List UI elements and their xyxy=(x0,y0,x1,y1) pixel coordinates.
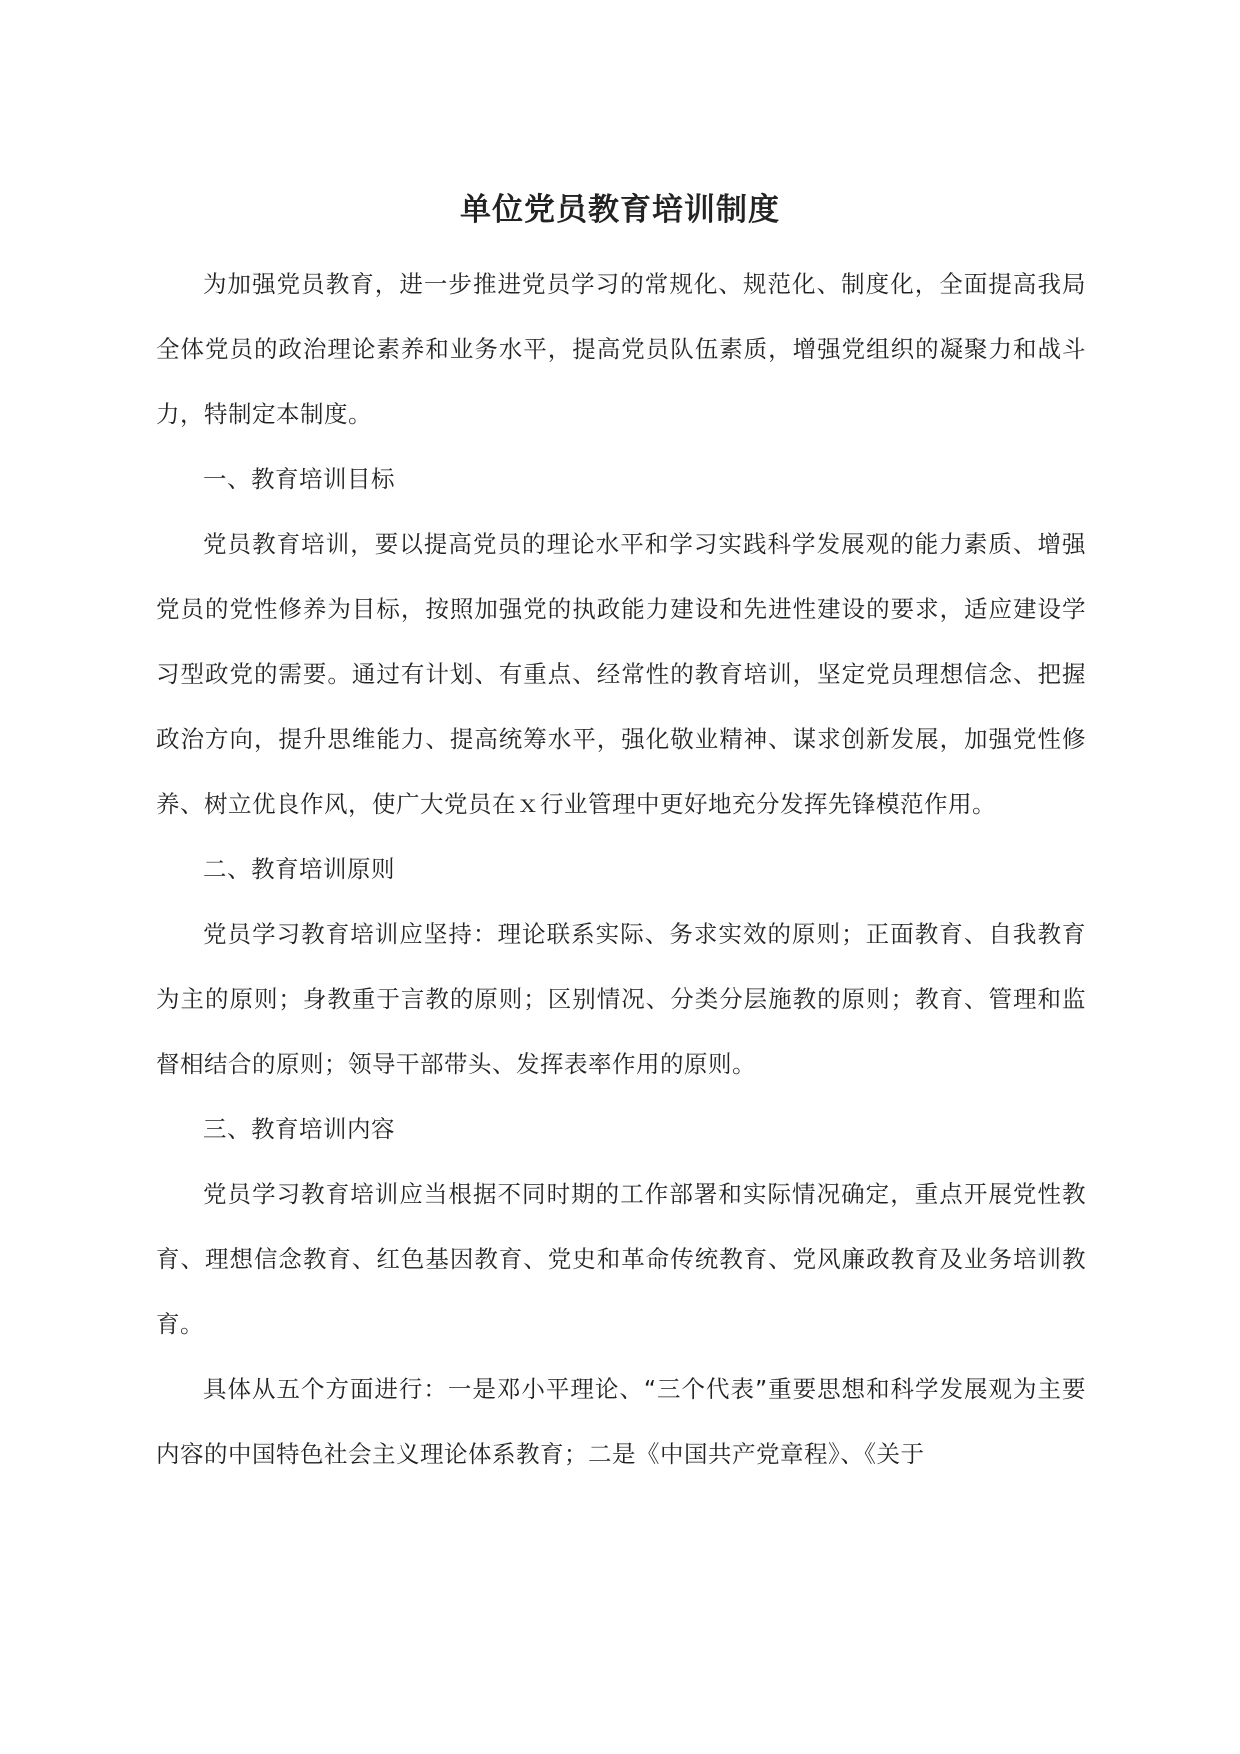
section-heading-goals: 一、教育培训目标 xyxy=(203,465,395,493)
document-body xyxy=(156,252,1086,1487)
intro-paragraph: 为加强党员教育，进一步推进党员学习的常规化、规范化、制度化，全面提高我局全体党员的政治理论素养和业务水平，提高党员队伍素质，增强党组织的凝聚力和战斗力，特制定本制度。 xyxy=(156,270,1086,428)
section-heading-principles: 二、教育培训原则 xyxy=(203,855,395,883)
section-heading-content: 三、教育培训内容 xyxy=(203,1115,395,1143)
goals-paragraph: 党员教育培训，要以提高党员的理论水平和学习实践科学发展观的能力素质、增强党员的党性修养为目标，按照加强党的执政能力建设和先进性建设的要求，适应建设学习型政党的需要。通过有计划、有重点、经常性的教育培训，坚定党员理想信念、把握政治方向，提升思维能力、提高统筹水平，强化敬业精神、谋求创新发展，加强党性修养、树立优良作风，使广大党员在ｘ行业管理中更好地充分发挥先锋模范作用。 xyxy=(156,530,1086,818)
document-title: 单位党员教育培训制度 xyxy=(460,192,780,228)
content-paragraph: 党员学习教育培训应当根据不同时期的工作部署和实际情况确定，重点开展党性教育、理想信念教育、红色基因教育、党史和革命传统教育、党风廉政教育及业务培训教育。 xyxy=(156,1180,1086,1338)
principles-paragraph: 党员学习教育培训应坚持：理论联系实际、务求实效的原则；正面教育、自我教育为主的原则；身教重于言教的原则；区别情况、分类分层施教的原则；教育、管理和监督相结合的原则；领导干部带头、发挥表率作用的原则。 xyxy=(156,920,1086,1078)
content-detail-paragraph: 具体从五个方面进行：一是邓小平理论、“三个代表”重要思想和科学发展观为主要内容的中国特色社会主义理论体系教育；二是《中国共产党章程》、《关于 xyxy=(156,1375,1086,1468)
